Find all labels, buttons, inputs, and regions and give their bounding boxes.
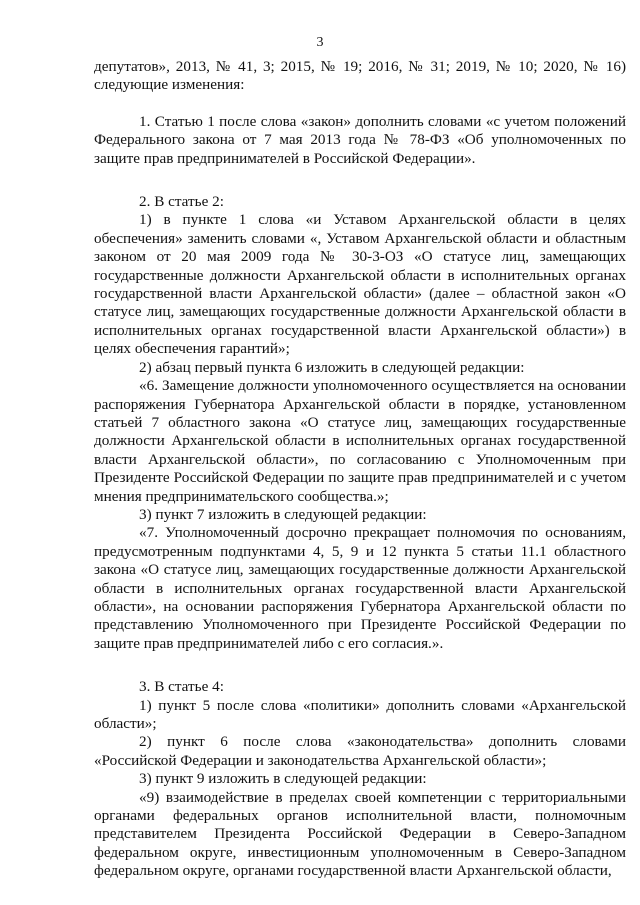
paragraph-item-3-1: 1) пункт 5 после слова «политики» дополнить словами «Архангельской области»;: [94, 696, 626, 732]
paragraph-item-3-2: 2) пункт 6 после слова «законодательства» дополнить словами «Российской Федерации и законодательства Архангельской области»;: [94, 733, 626, 769]
paragraph-item-2-2: 2) абзац первый пункта 6 изложить в следующей редакции:: [139, 358, 525, 376]
paragraph-item-2-3-quote: «7. Уполномоченный досрочно прекращает полномочия по основаниям, предусмотренным подпунктами 4, 5, 9 и 12 пункта 5 статьи 11.1 областного закона «О статусе лиц, замещающих государственные должности Архангельской области в исполнительных органах государственной власти Архангельской области», на основании распоряжения Губернатора Архангельской области по представлению Уполномоченного при Президенте Российской Федерации по защите прав предпринимателей либо с его согласия.».: [94, 524, 626, 652]
spacer: [94, 653, 626, 678]
document-body: [94, 58, 626, 881]
paragraph-intro-continuation: депутатов», 2013, № 41, 3; 2015, № 19; 2016, № 31; 2019, № 10; 2020, № 16) следующие изменения:: [94, 58, 626, 94]
paragraph-item-2-2-quote: «6. Замещение должности уполномоченного осуществляется на основании распоряжения Губернатора Архангельской области в порядке, установленном статьей 7 областного закона «О статусе лиц, замещающих государственные должности Архангельской области в исполнительных органах государственной власти Архангельской области», по согласованию с Уполномоченным при Президенте Российской Федерации по защите прав предпринимателей и с учетом мнения предпринимательского сообщества.»;: [94, 377, 626, 505]
page-number: 3: [316, 35, 324, 50]
paragraph-item-2-3: 3) пункт 7 изложить в следующей редакции:: [139, 505, 427, 523]
paragraph-item-1: 1. Статью 1 после слова «закон» дополнить словами «с учетом положений Федерального закона от 7 мая 2013 года № 78-ФЗ «Об уполномоченных по защите прав предпринимателей в Российской Федерации».: [94, 112, 626, 167]
spacer: [94, 95, 626, 113]
paragraph-item-3-3: 3) пункт 9 изложить в следующей редакции:: [139, 770, 427, 788]
paragraph-item-3-3-quote: «9) взаимодействие в пределах своей компетенции с территориальными органами федеральных органов исполнительной власти, полномочным представителем Президента Российской Федерации в Северо-Западном федеральном округе, инвестиционным уполномоченным в Северо-Западном федеральном округе, органами государственной власти Архангельской области,: [94, 788, 626, 880]
spacer: [94, 168, 626, 193]
paragraph-item-2-1: 1) в пункте 1 слова «и Уставом Архангельской области в целях обеспечения» заменить словами «, Уставом Архангельской области и областным законом от 20 мая 2009 года № 30-3-ОЗ «О статусе лиц, замещающих государственные должности Архангельской области в исполнительных органах государственной власти Архангельской области» (далее – областной закон «О статусе лиц, замещающих государственные должности Архангельской области в исполнительных органах государственной власти Архангельской области») в целях обеспечения гарантий»;: [94, 211, 626, 358]
paragraph-item-3-heading: 3. В статье 4:: [139, 678, 224, 696]
paragraph-item-2-heading: 2. В статье 2:: [139, 193, 224, 211]
